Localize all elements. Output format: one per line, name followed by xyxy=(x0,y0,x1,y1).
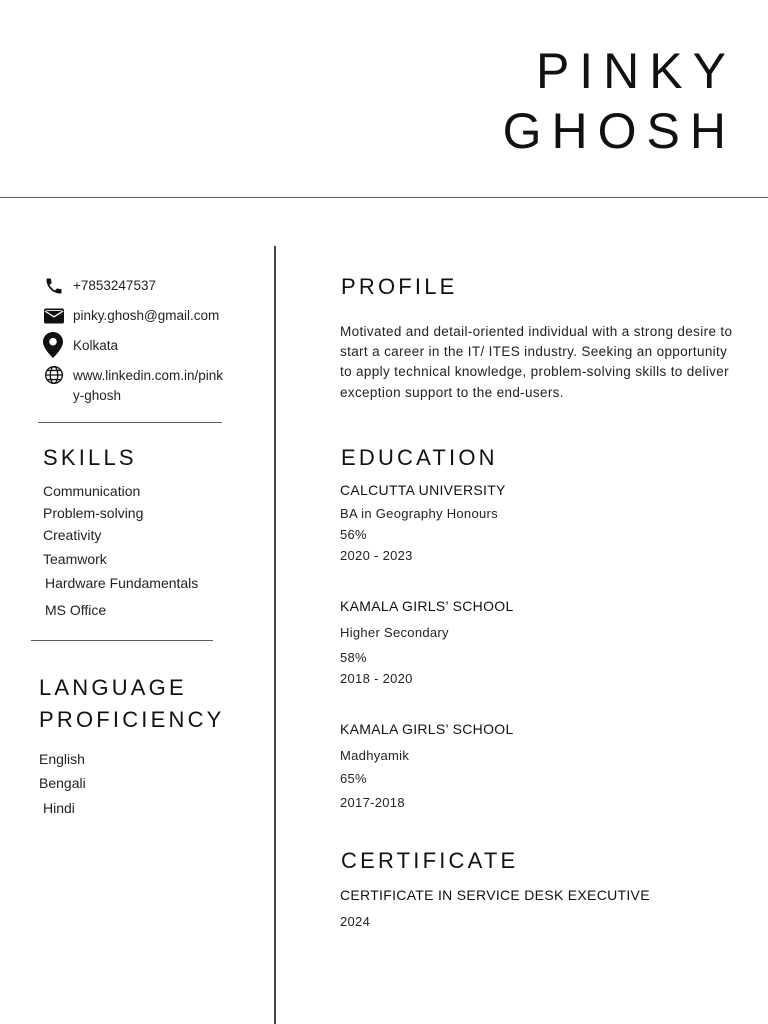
language-item: Hindi xyxy=(43,800,75,816)
last-name: GHOSH xyxy=(502,103,736,159)
education-score: 58% xyxy=(340,650,367,665)
first-name: PINKY xyxy=(535,43,736,99)
skills-divider xyxy=(31,640,213,641)
contact-linkedin[interactable] xyxy=(73,366,223,406)
skill-item: Hardware Fundamentals xyxy=(45,575,199,591)
mail-icon xyxy=(43,305,65,327)
linkedin-line-1: www.linkedin.com.in/pink xyxy=(73,368,224,383)
contact-phone: +7853247537 xyxy=(73,278,156,293)
education-years: 2018 - 2020 xyxy=(340,671,413,686)
education-degree: BA in Geography Honours xyxy=(340,506,498,521)
phone-icon xyxy=(43,275,65,297)
certificate-year: 2024 xyxy=(340,914,371,929)
skill-item: Problem-solving xyxy=(43,505,144,521)
language-title-line-2: PROFICIENCY xyxy=(39,707,225,732)
profile-title: PROFILE xyxy=(341,274,458,299)
education-score: 65% xyxy=(340,771,367,786)
skill-item: MS Office xyxy=(45,602,107,618)
header-divider xyxy=(0,197,768,198)
education-institution: CALCUTTA UNIVERSITY xyxy=(340,482,506,498)
language-title-line-1: LANGUAGE xyxy=(39,675,187,700)
certificate-name: CERTIFICATE IN SERVICE DESK EXECUTIVE xyxy=(340,887,650,903)
language-item: Bengali xyxy=(39,775,86,791)
education-degree: Madhyamik xyxy=(340,748,410,763)
column-divider xyxy=(274,246,276,1024)
globe-icon xyxy=(43,364,65,386)
education-institution: KAMALA GIRLS’ SCHOOL xyxy=(340,721,514,737)
education-institution: KAMALA GIRLS’ SCHOOL xyxy=(340,598,514,614)
skill-item: Creativity xyxy=(43,527,102,543)
skill-item: Teamwork xyxy=(43,551,107,567)
certificate-title: CERTIFICATE xyxy=(341,848,519,873)
linkedin-line-2: y-ghosh xyxy=(73,388,122,403)
language-item: English xyxy=(39,751,85,767)
education-degree: Higher Secondary xyxy=(340,625,449,640)
education-score: 56% xyxy=(340,527,367,542)
skill-item: Communication xyxy=(43,483,141,499)
education-years: 2020 - 2023 xyxy=(340,548,413,563)
profile-text: Motivated and detail-oriented individual with a strong desire to start a career in the IT/ ITES industry. Seeking an opportunity to apply technical knowledge, problem-solving skills to deliver exception support to the end-users. xyxy=(340,324,733,400)
contact-email: pinky.ghosh@gmail.com xyxy=(73,308,220,323)
location-pin-icon xyxy=(42,332,64,358)
education-years: 2017-2018 xyxy=(340,795,405,810)
education-title: EDUCATION xyxy=(341,445,498,470)
skills-title: SKILLS xyxy=(43,445,137,470)
contact-location: Kolkata xyxy=(73,338,119,353)
contact-divider xyxy=(38,422,222,423)
